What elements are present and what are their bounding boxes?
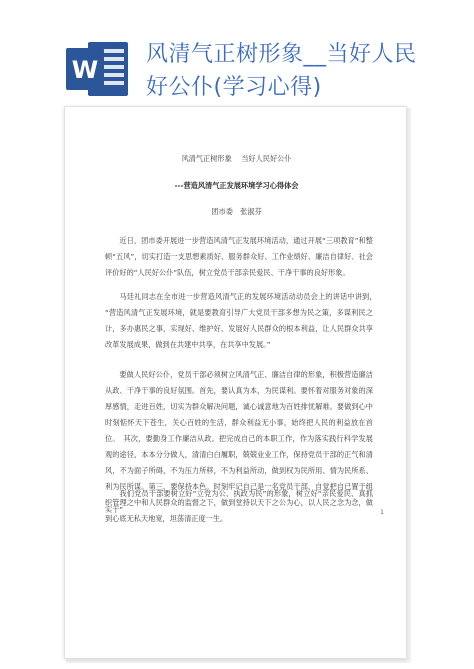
paragraph-3: 要做人民好公仆，党员干部必须树立风清气正、廉洁自律的形象，积极营造廉洁从政、干净干事的良好氛围。首先，要认真为本，为民谋利。要怀着对服务对象的深厚感情，走进百姓，切实为群众解决问题，诚心诚意地为百姓排忧解难。要做到心中时刻惦怀天下苍生，关心百姓的生活，群众利益无小事，始终把人民的利益放在首位。 其次，要勤身工作廉洁从政。把完成自己的本职工作，作为落实践行科学发展观的途径，本本分分做人，清清白白履职，兢兢业业工作，保持党员干部的正气和清风，不为面子所碍，不为压力所移，不为利益所动，做到权为民所用、情为民所系、利为民所谋。第三，要保持本色。时刻牢记自己是一名党员干部，自觉把自已置于组织管理之中和人民群众的监督之下，做到堂持以天下之公为心，以人民之念为念，做到心底无私天地宽，坦荡清正度一生。 — [105, 370, 373, 523]
logo-letter: W — [71, 56, 99, 84]
paragraph-2: 马廷礼同志在全市进一步营造风清气正的发展环境活动动员会上的讲话中讲到， “营造风清气正发展环境，就是要教育引导广大党员干部多想为民之策，多谋利民之计，多办惠民之事，实现好、维护好、发展好人民群众的根本利益，让人民群众共享改革发展成果，做到在共建中共享，在共享中发展。” — [105, 292, 381, 349]
paragraph-4: 我们党员干部要树立好“立党为公、执政为民”的形象，树立好“亲民爱民、真抓实干” — [105, 489, 373, 514]
doc-author: 团市委 张淑芬 — [211, 207, 262, 216]
document-title-line2: 好公仆(学习心得) — [146, 75, 322, 100]
document-page — [64, 106, 407, 659]
paragraph-1: 近日，团市委开展进一步营造风清气正发展环境活动，通过开展“三项教育”和整顿“五风”，切实打造一支思想素质好、服务群众好、工作业绩好、廉洁自律好、社会评价好的“人民好公仆”队伍，树立党员干部亲民爱民、干净干事的良好形象。 — [105, 236, 373, 277]
doc-main-title: 风清气正树形象 当好人民好公仆 — [181, 154, 292, 163]
page-number: 1 — [380, 509, 384, 516]
doc-subtitle: ---营造风清气正发展环境学习心得体会 — [174, 181, 299, 190]
word-document-icon — [66, 40, 130, 98]
document-title-line1: 风清气正树形象__当好人民 — [146, 42, 417, 67]
document-title — [146, 38, 466, 104]
header — [0, 0, 474, 108]
